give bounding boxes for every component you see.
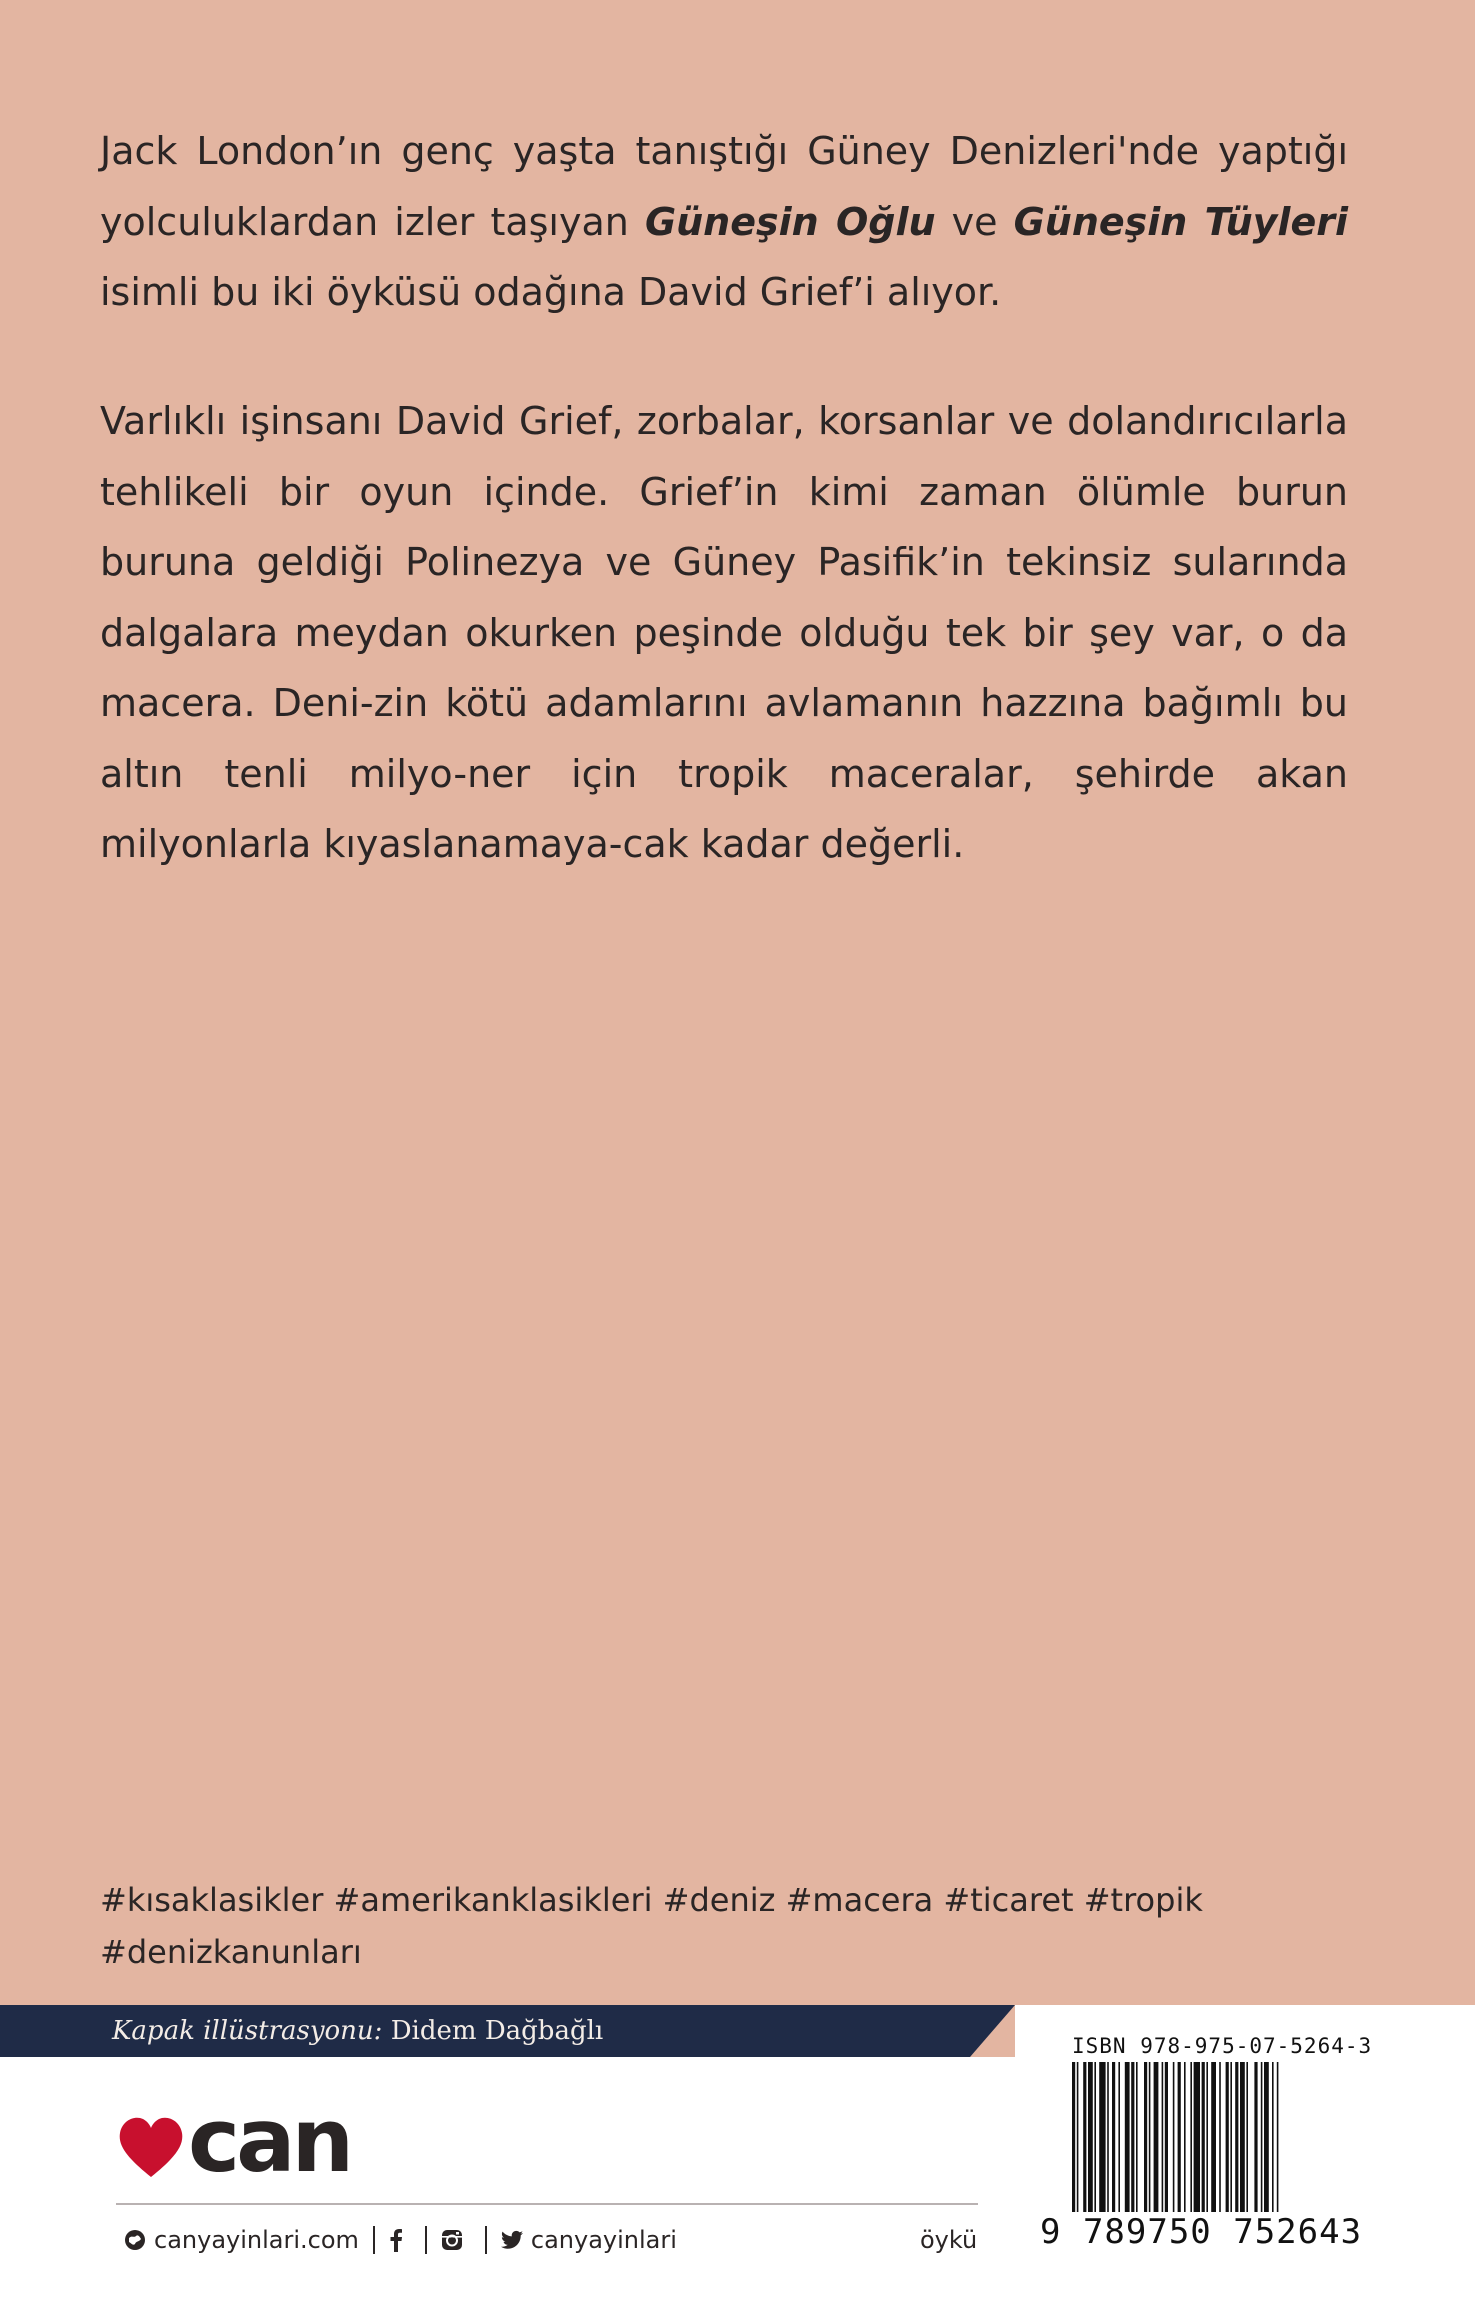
barcode-bar (1173, 2062, 1175, 2212)
barcode-digits: 9 789750 752643 (1040, 2212, 1363, 2252)
barcode-bar (1162, 2062, 1164, 2212)
barcode-bar (1118, 2062, 1120, 2212)
genre-label: öykü (920, 2226, 978, 2254)
footer-links (124, 2222, 677, 2258)
facebook-icon[interactable] (389, 2228, 403, 2252)
barcode (1070, 2062, 1360, 2216)
credit-label: Kapak illüstrasyonu: (112, 2016, 383, 2046)
barcode-bar (1184, 2062, 1186, 2212)
hashtags-line-1: #kısaklasikler #amerikanklasikleri #deniz #macera #ticaret #tropik (100, 1881, 1203, 1919)
blurb-paragraph-2: Varlıklı işinsanı David Grief, zorbalar, korsanlar ve dolandırıcılarla tehlikeli bir oyun içinde. Grief’in kimi zaman ölümle burun buruna geldiği Polinezya ve Güney Pasifik’in tekinsiz sularında dalgalara meydan okurken peşinde olduğu tek bir şey var, o da macera. Deni-zin kötü adamlarını avlamanın hazzına bağımlı bu altın tenli milyo-ner için tropik maceralar, şehirde akan milyonlarla kıyaslanamaya-cak kadar değerli. (100, 399, 1348, 866)
story-title-1: Güneşin Oğlu (644, 199, 936, 244)
barcode-bar (1246, 2062, 1248, 2212)
isbn-label: ISBN 978-975-07-5264-3 (1072, 2034, 1373, 2058)
barcode-bar (1149, 2062, 1151, 2212)
barcode-bar (1272, 2062, 1274, 2212)
heart-icon (116, 2113, 186, 2183)
barcode-bar (1099, 2062, 1105, 2212)
barcode-bar (1211, 2062, 1216, 2212)
footer-divider (116, 2203, 978, 2205)
barcode-bar (1088, 2062, 1093, 2212)
credit-name: Didem Dağbağlı (382, 2016, 604, 2046)
barcode-bar (1125, 2062, 1130, 2212)
barcode-bar (1136, 2062, 1138, 2212)
barcode-bar (1190, 2062, 1192, 2212)
blurb-text-1b: ve (935, 199, 1014, 244)
barcode-bar (1083, 2062, 1086, 2212)
logo-wordmark: can (188, 2089, 351, 2192)
barcode-bar (1261, 2062, 1263, 2212)
globe-icon (124, 2229, 146, 2251)
barcode-bars (1070, 2062, 1360, 2212)
separator (373, 2226, 375, 2254)
story-title-2: Güneşin Tüyleri (1013, 199, 1348, 244)
barcode-bar (1235, 2062, 1238, 2212)
barcode-bar (1107, 2062, 1109, 2212)
barcode-bar (1077, 2062, 1079, 2212)
barcode-bar (1206, 2062, 1208, 2212)
barcode-bar (1202, 2062, 1205, 2212)
barcode-bar (1264, 2062, 1269, 2212)
cover-credit (112, 2011, 603, 2051)
publisher-logo (116, 2089, 366, 2192)
barcode-bar (1154, 2062, 1159, 2212)
barcode-bar (1131, 2062, 1134, 2212)
social-handle[interactable]: canyayinlari (530, 2226, 677, 2254)
barcode-bar (1144, 2062, 1147, 2212)
barcode-bar (1194, 2062, 1200, 2212)
barcode-bar (1240, 2062, 1245, 2212)
separator (485, 2226, 487, 2254)
barcode-bar (1112, 2062, 1115, 2212)
twitter-icon[interactable] (501, 2230, 523, 2250)
separator (425, 2226, 427, 2254)
hashtags-line-2: #denizkanunları (100, 1933, 362, 1971)
blurb-text-1a: Jack London’ın genç yaşta tanıştığı Güney Denizleri'nde yaptığı yolculuklardan izler taşıyan (100, 129, 1348, 244)
barcode-bar (1219, 2062, 1221, 2212)
barcode-bar (1277, 2062, 1279, 2212)
blurb-paragraph-1 (100, 116, 1348, 328)
barcode-bar (1094, 2062, 1096, 2212)
barcode-bar (1254, 2062, 1257, 2212)
barcode-bar (1165, 2062, 1168, 2212)
hashtags (100, 1874, 1360, 1978)
barcode-bar (1072, 2062, 1075, 2212)
website-link[interactable]: canyayinlari.com (154, 2226, 359, 2254)
barcode-bar (1178, 2062, 1181, 2212)
barcode-bar (1230, 2062, 1232, 2212)
blurb-text-1c: isimli bu iki öyküsü odağına David Grief’i alıyor. (100, 270, 1002, 314)
barcode-bar (1226, 2062, 1229, 2212)
instagram-icon[interactable] (441, 2229, 463, 2251)
